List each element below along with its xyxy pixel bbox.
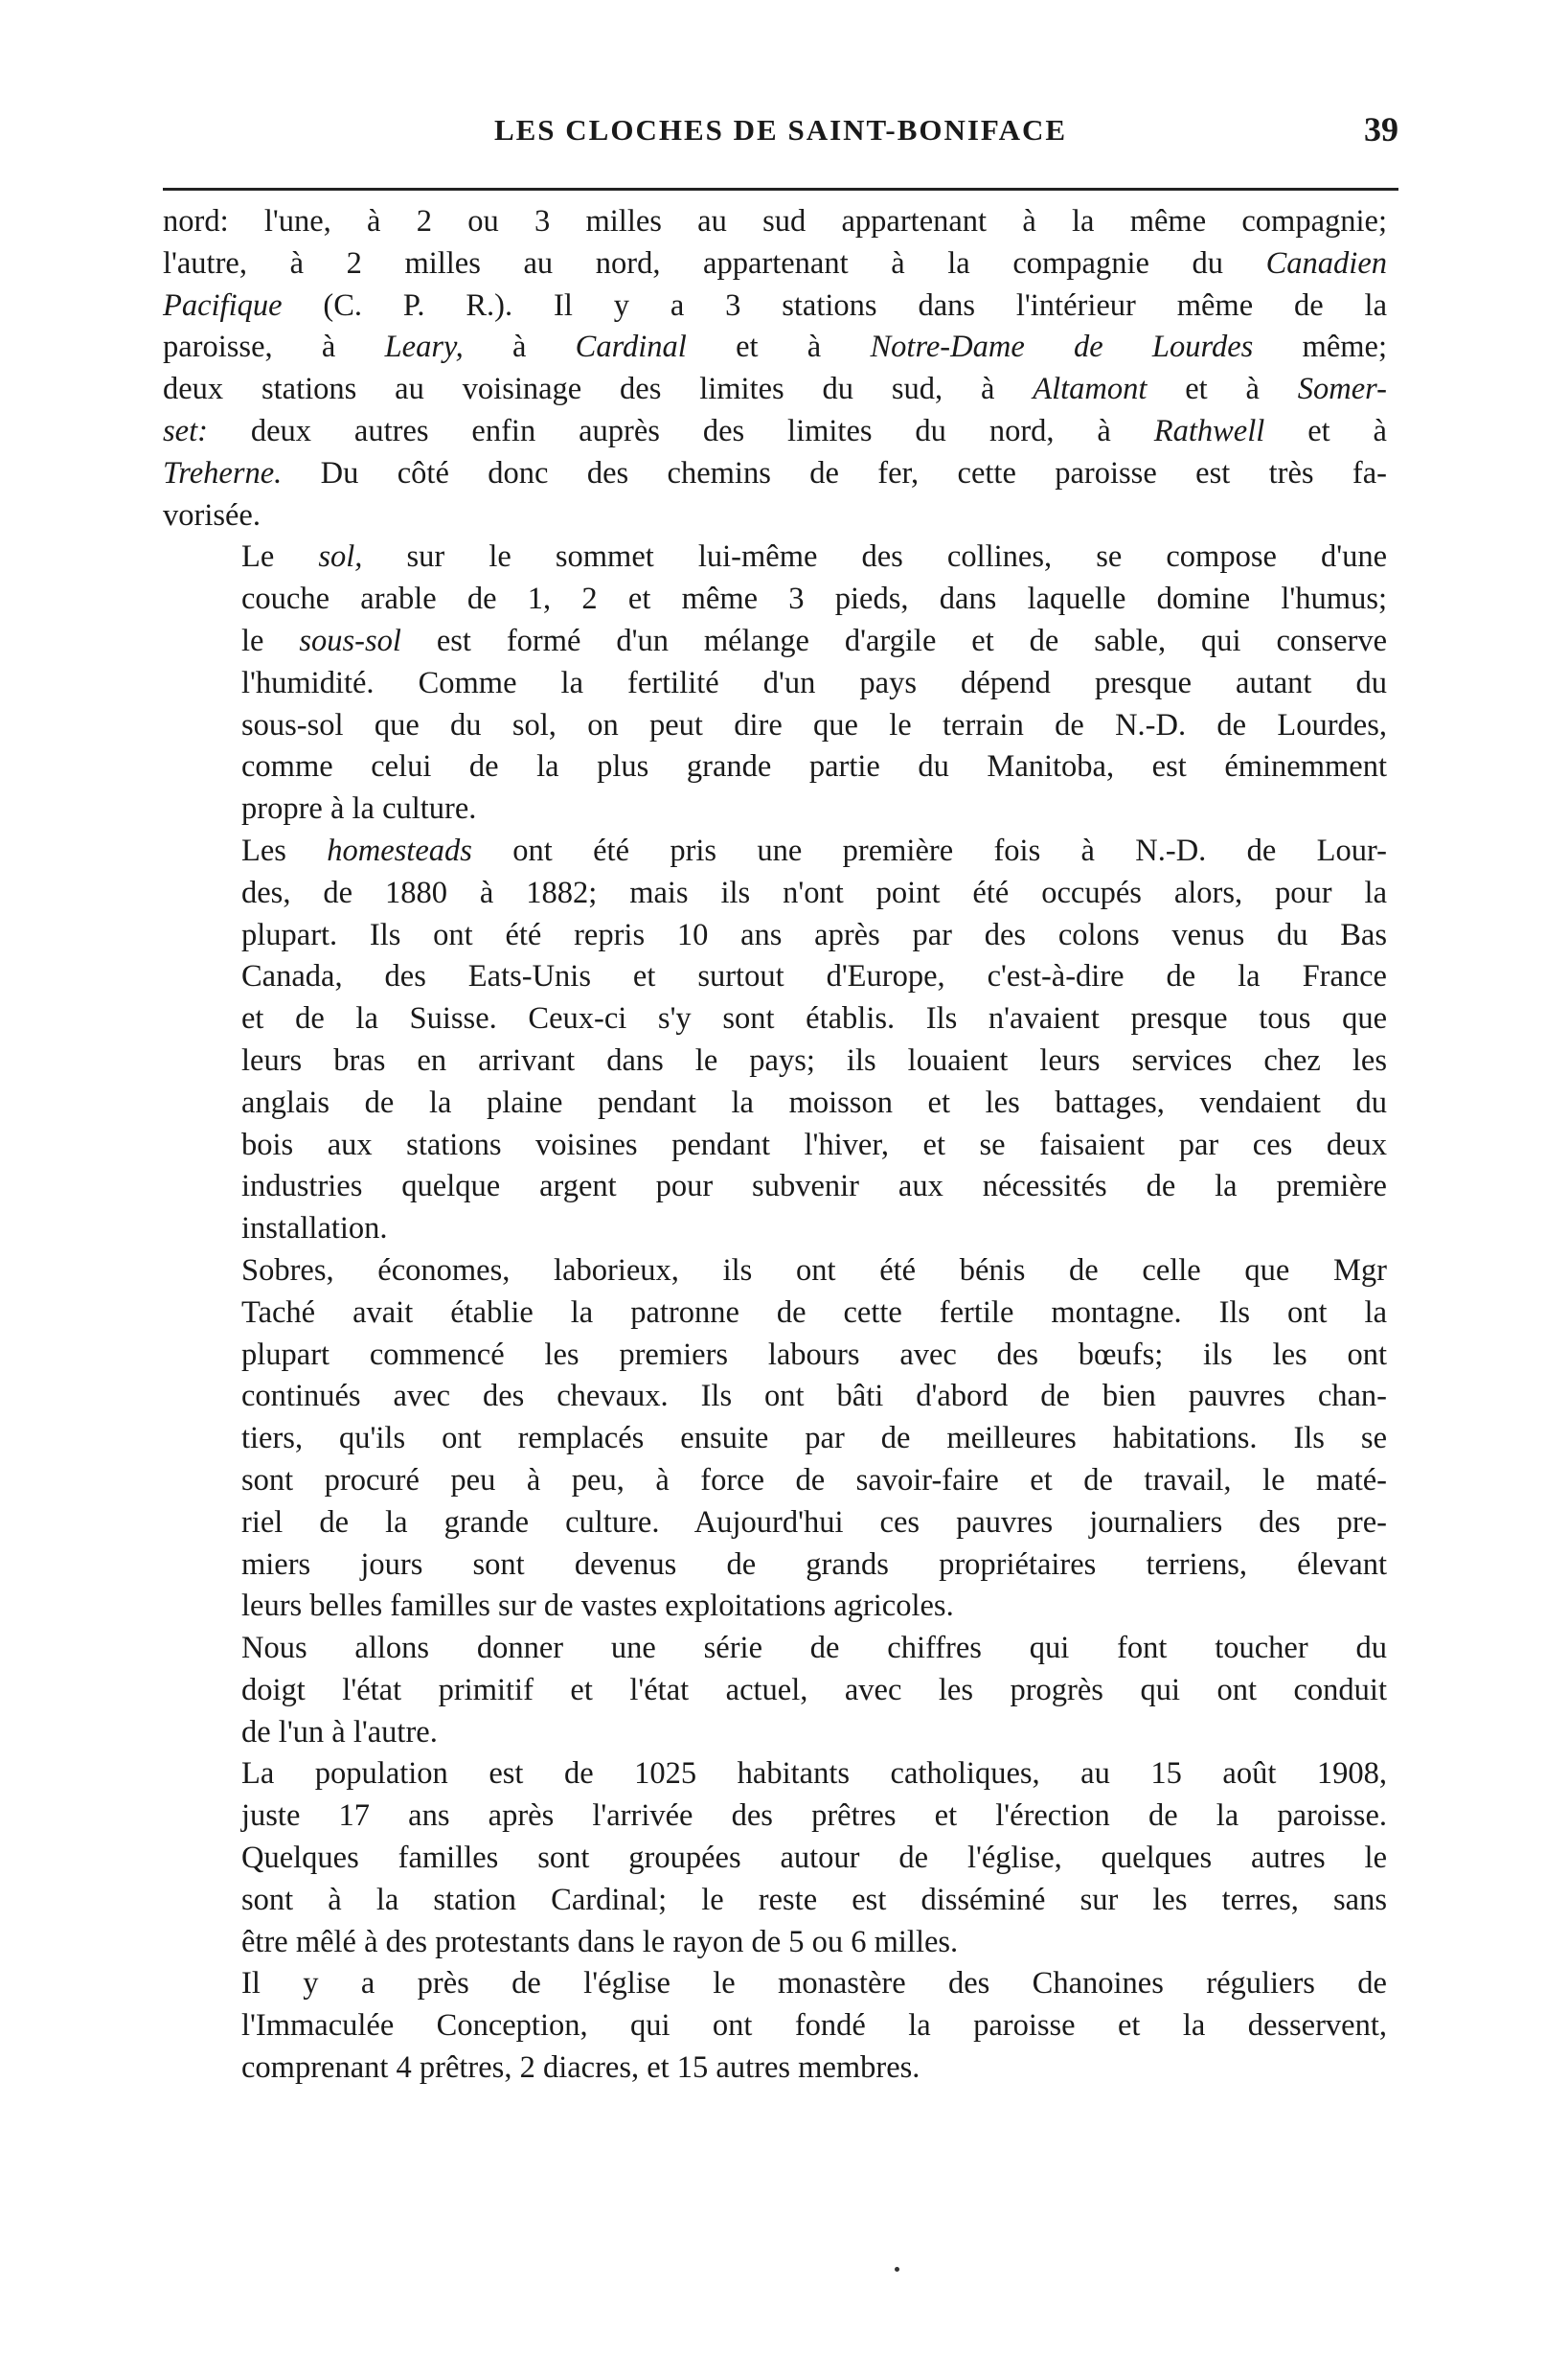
text-run: plupart. Ils ont été repris 10 ans après par des colons venus du Bas [241, 917, 1387, 952]
text-line [163, 1041, 1387, 1083]
paragraph [163, 1628, 1387, 1753]
italic-text: Treherne. [163, 455, 283, 491]
text-run: à [463, 330, 576, 365]
text-line [163, 831, 1387, 873]
text-run: deux stations au voisinage des limites du sud, à [163, 372, 1034, 407]
text-line [163, 1250, 1387, 1292]
text-line [163, 1376, 1387, 1418]
italic-text: Leary, [384, 330, 464, 365]
paragraph [163, 831, 1387, 1250]
text-line [163, 1083, 1387, 1125]
text-line [163, 873, 1387, 915]
text-line [163, 1125, 1387, 1167]
text-run: couche arable de 1, 2 et même 3 pieds, dans laquelle domine l'humus; [241, 582, 1387, 617]
text-line [163, 621, 1387, 663]
text-line [163, 1796, 1387, 1838]
text-run: anglais de la plaine pendant la moisson et les battages, vendaient du [241, 1085, 1387, 1120]
text-line [163, 579, 1387, 621]
italic-text: Altamont [1033, 372, 1148, 407]
text-run: et à [1147, 372, 1298, 407]
text-line [163, 453, 1387, 495]
italic-text: set: [163, 413, 208, 448]
text-run: leurs bras en arrivant dans le pays; ils louaient leurs services chez les [241, 1042, 1387, 1078]
text-line [163, 537, 1387, 579]
text-line [163, 495, 1387, 538]
text-line [163, 2005, 1387, 2047]
text-line [163, 663, 1387, 705]
italic-text: Pacifique [163, 287, 283, 323]
text-run: et à [1264, 413, 1387, 448]
text-line [163, 411, 1387, 453]
text-run: l'Immaculée Conception, qui ont fondé la paroisse et la desservent, [241, 2008, 1387, 2044]
text-line [163, 369, 1387, 411]
header-rule [163, 188, 1398, 191]
text-run: ont été pris une première fois à N.-D. de Lour- [471, 833, 1387, 868]
text-run: (C. P. R.). Il y a 3 stations dans l'intérieur même de la [282, 287, 1387, 323]
text-line [163, 1963, 1387, 2005]
text-run: et de la Suisse. Ceux-ci s'y sont établis. Ils n'avaient presque tous que [241, 1001, 1387, 1037]
text-line [163, 1670, 1387, 1712]
text-run: est formé d'un mélange d'argile et de sable, qui conserve [400, 623, 1387, 658]
paragraph [163, 1250, 1387, 1628]
text-line [163, 1335, 1387, 1377]
text-run: comprenant 4 prêtres, 2 diacres, et 15 autres membres. [241, 2050, 920, 2086]
text-line [163, 1838, 1387, 1880]
text-run: bois aux stations voisines pendant l'hiver, et se faisaient par ces deux [241, 1127, 1387, 1162]
text-line [163, 705, 1387, 747]
text-run: installation. [241, 1211, 388, 1247]
text-run: même; [1253, 330, 1387, 365]
text-run: plupart commencé les premiers labours avec des bœufs; ils les ont [241, 1337, 1387, 1372]
text-line [163, 243, 1387, 286]
text-run: La population est de 1025 habitants catholiques, au 15 août 1908, [241, 1756, 1387, 1792]
text-line [163, 1628, 1387, 1670]
text-run: des, de 1880 à 1882; mais ils n'ont point été occupés alors, pour la [241, 875, 1387, 910]
text-run: vorisée. [163, 497, 261, 533]
text-run: Quelques familles sont groupées autour de l'église, quelques autres le [241, 1841, 1387, 1876]
italic-text: Cardinal [575, 330, 687, 365]
text-line [163, 1712, 1387, 1754]
text-line [163, 327, 1387, 369]
italic-text: Canadien [1265, 245, 1387, 281]
text-line [163, 1544, 1387, 1587]
text-run: Les [241, 833, 328, 868]
text-run: sont procuré peu à peu, à force de savoir-faire et de travail, le maté- [241, 1462, 1387, 1498]
text-run: l'autre, à 2 milles au nord, appartenant à la compagnie du [163, 245, 1266, 281]
body-text [163, 201, 1387, 2090]
text-run: propre à la culture. [241, 791, 477, 827]
text-run: paroisse, à [163, 330, 385, 365]
text-line [163, 746, 1387, 789]
text-run: juste 17 ans après l'arrivée des prêtres et l'érection de la paroisse. [241, 1798, 1387, 1834]
paragraph [163, 201, 1387, 537]
text-line [163, 1880, 1387, 1922]
text-run: doigt l'état primitif et l'état actuel, avec les progrès qui ont conduit [241, 1672, 1387, 1707]
italic-text: homesteads [327, 833, 472, 868]
text-line [163, 1502, 1387, 1544]
italic-text: sous-sol [299, 623, 401, 658]
text-line [163, 1922, 1387, 1964]
text-line [163, 998, 1387, 1041]
text-line [163, 1586, 1387, 1628]
text-run: leurs belles familles sur de vastes exploitations agricoles. [241, 1589, 954, 1624]
text-run: le [241, 623, 300, 658]
text-line [163, 1208, 1387, 1250]
paragraph [163, 537, 1387, 831]
running-title: LES CLOCHES DE SAINT-BONIFACE [493, 113, 1068, 147]
text-run: sous-sol que du sol, on peut dire que le terrain de N.-D. de Lourdes, [241, 707, 1387, 743]
italic-text: Rathwell [1153, 413, 1265, 448]
text-run: nord: l'une, à 2 ou 3 milles au sud appartenant à la même compagnie; [163, 204, 1387, 239]
text-run: miers jours sont devenus de grands propriétaires terriens, élevant [241, 1546, 1387, 1582]
italic-text: sol, [318, 539, 363, 575]
text-run: sur le sommet lui-même des collines, se compose d'une [362, 539, 1388, 575]
text-line [163, 1292, 1387, 1335]
text-run: tiers, qu'ils ont remplacés ensuite par de meilleures habitations. Ils se [241, 1421, 1387, 1456]
text-run: sont à la station Cardinal; le reste est disséminé sur les terres, sans [241, 1882, 1387, 1917]
text-run: Du côté donc des chemins de fer, cette paroisse est très fa- [282, 455, 1387, 491]
text-run: industries quelque argent pour subvenir aux nécessités de la première [241, 1169, 1387, 1204]
text-run: Le [241, 539, 319, 575]
text-line [163, 286, 1387, 328]
text-run: Canada, des Eats-Unis et surtout d'Europe, c'est-à-dire de la France [241, 959, 1387, 995]
text-run: riel de la grande culture. Aujourd'hui ces pauvres journaliers des pre- [241, 1504, 1387, 1540]
text-run: et à [686, 330, 871, 365]
text-line [163, 1753, 1387, 1796]
text-line [163, 201, 1387, 243]
text-run: être mêlé à des protestants dans le rayon de 5 ou 6 milles. [241, 1924, 959, 1959]
text-line [163, 789, 1387, 831]
text-run: Sobres, économes, laborieux, ils ont été bénis de celle que Mgr [241, 1252, 1387, 1288]
text-line [163, 2047, 1387, 2090]
text-run: comme celui de la plus grande partie du Manitoba, est éminemment [241, 749, 1387, 785]
paragraph [163, 1963, 1387, 2089]
text-line [163, 1166, 1387, 1208]
page-header [163, 110, 1398, 171]
text-run: Taché avait établie la patronne de cette fertile montagne. Ils ont la [241, 1294, 1387, 1330]
text-run: continués avec des chevaux. Ils ont bâti d'abord de bien pauvres chan- [241, 1379, 1387, 1414]
italic-text: Notre-Dame de Lourdes [870, 330, 1254, 365]
ink-speck [895, 2267, 899, 2272]
text-run: Nous allons donner une série de chiffres qui font toucher du [241, 1631, 1387, 1666]
italic-text: Somer- [1297, 372, 1387, 407]
page-number: 39 [1364, 110, 1398, 149]
text-line [163, 915, 1387, 957]
text-run: Il y a près de l'église le monastère des Chanoines réguliers de [241, 1966, 1387, 2002]
text-line [163, 956, 1387, 998]
text-run: de l'un à l'autre. [241, 1714, 438, 1750]
text-line [163, 1418, 1387, 1460]
text-run: l'humidité. Comme la fertilité d'un pays dépend presque autant du [241, 665, 1387, 700]
paragraph [163, 1753, 1387, 1963]
text-run: deux autres enfin auprès des limites du nord, à [207, 413, 1154, 448]
text-line [163, 1460, 1387, 1502]
